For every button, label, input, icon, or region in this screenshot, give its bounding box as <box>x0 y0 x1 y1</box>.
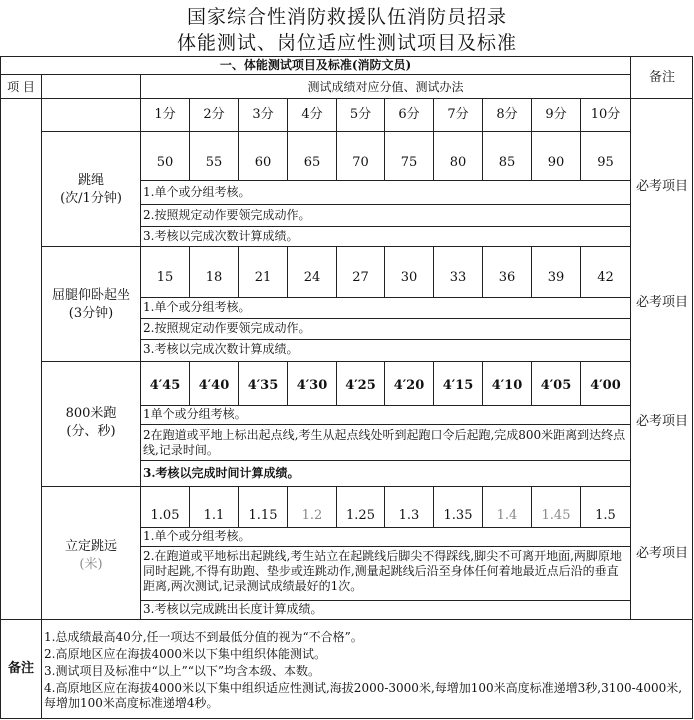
score-value: 4′40 <box>198 378 230 393</box>
score-value: 55 <box>205 155 223 170</box>
item-name: 跳绳 <box>77 173 104 188</box>
score-value: 1.4 <box>496 508 518 523</box>
score-value: 36 <box>498 270 516 285</box>
rule-text: 2.按照规定动作要领完成动作。 <box>143 208 311 222</box>
rule-text: 2.在跑道或平地标出起跳线,考生站立在起跳线后脚尖不得踩线,脚尖不可离开地面,两脚原地同时起跳,不得有助跑、垫步或连跳动作,测量起跳线后沿至身体任何着地最近点后沿的垂直距离,两次测试,记录测试成绩最好的1次。 <box>143 549 622 593</box>
rule-text: 3.考核以完成时间计算成绩。 <box>143 466 300 480</box>
score-value: 30 <box>400 270 418 285</box>
rule-text: 1.单个或分组考核。 <box>143 185 251 199</box>
remark-required: 必考项目 <box>635 546 688 561</box>
remark-required: 必考项目 <box>635 295 688 310</box>
score-value: 1.1 <box>203 508 225 523</box>
remark-required: 必考项目 <box>635 414 688 429</box>
score-label: 5分 <box>349 107 372 122</box>
item-name: 800米跑 <box>65 406 117 421</box>
score-label: 4分 <box>301 107 323 122</box>
score-label: 10分 <box>590 107 621 122</box>
score-label: 1分 <box>154 107 176 122</box>
score-value: 42 <box>597 270 614 285</box>
notes-label: 备注 <box>7 661 34 676</box>
note-item: 2.高原地区应在海拔4000米以下集中组织体能测试。 <box>44 647 326 661</box>
score-label: 7分 <box>447 107 469 122</box>
score-value: 95 <box>597 155 614 170</box>
score-value: 80 <box>449 155 467 170</box>
note-item: 3.测试项目及标准中“以上”“以下”均含本级、本数。 <box>44 664 320 678</box>
score-value: 65 <box>303 155 321 170</box>
score-label: 8分 <box>496 107 518 122</box>
item-unit: (次/1分钟) <box>60 191 122 206</box>
score-label: 2分 <box>203 107 225 122</box>
score-value: 1.3 <box>398 508 420 523</box>
score-value: 4′20 <box>393 378 425 393</box>
score-value: 4′45 <box>149 378 181 393</box>
item-unit: (分、秒) <box>66 424 116 439</box>
score-value: 18 <box>205 270 223 285</box>
score-label: 3分 <box>252 107 274 122</box>
score-value: 27 <box>352 270 369 285</box>
rule-text: 2在跑道或平地上标出起点线,考生从起点线处听到起跑口令后起跑,完成800米距离到达终点线,记录时间。 <box>143 428 626 457</box>
score-value: 1.5 <box>595 508 616 523</box>
title-line-2: 体能测试、岗位适应性测试项目及标准 <box>176 32 517 54</box>
score-value: 85 <box>498 155 516 170</box>
score-value: 4′30 <box>296 378 328 393</box>
rule-text: 3.考核以完成次数计算成绩。 <box>143 342 299 356</box>
score-value: 4′05 <box>540 378 572 393</box>
rule-text: 3.考核以完成次数计算成绩。 <box>143 229 299 243</box>
score-value: 1.25 <box>346 508 375 523</box>
header-scoring: 测试成绩对应分值、测试办法 <box>307 79 464 94</box>
rule-text: 1.单个或分组考核。 <box>143 300 251 314</box>
score-label: 9分 <box>545 107 567 122</box>
score-value: 1.2 <box>301 508 323 523</box>
score-label: 6分 <box>398 107 420 122</box>
score-value: 4′35 <box>247 378 279 393</box>
score-value: 70 <box>352 155 369 170</box>
note-item: 1.总成绩最高40分,任一项达不到最低分值的视为“不合格”。 <box>44 630 363 644</box>
rule-text: 2.按照规定动作要领完成动作。 <box>143 321 311 335</box>
score-value: 15 <box>156 270 174 285</box>
rule-text: 1单个或分组考核。 <box>143 407 247 421</box>
item-unit: (3分钟) <box>68 306 114 321</box>
score-value: 4′25 <box>345 378 376 393</box>
score-value: 1.35 <box>443 508 473 523</box>
rule-text: 1.单个或分组考核。 <box>143 529 251 543</box>
rule-text: 3.考核以完成跳出长度计算成绩。 <box>143 602 323 616</box>
score-value: 1.15 <box>248 508 278 523</box>
score-value: 33 <box>449 270 467 285</box>
title-line-1: 国家综合性消防救援队伍消防员招录 <box>186 6 507 28</box>
remark-required: 必考项目 <box>635 179 688 194</box>
score-value: 4′15 <box>442 378 474 393</box>
item-unit: (米) <box>79 557 103 572</box>
score-value: 4′00 <box>590 378 621 393</box>
score-value: 60 <box>254 155 272 170</box>
score-value: 1.45 <box>541 508 571 523</box>
header-remarks: 备注 <box>648 69 675 85</box>
note-item: 4.高原地区应在海拔4000米以下集中组织适应性测试,海拔2000-3000米,每增加100米高度标准递增3秒,3100-4000米,每增加100米高度标准递增4秒。 <box>44 681 683 710</box>
item-name: 屈腿仰卧起坐 <box>51 288 130 303</box>
section-heading: 一、体能测试项目及标准(消防文员) <box>219 58 412 72</box>
header-project: 项 目 <box>7 79 35 94</box>
score-value: 4′10 <box>491 378 523 393</box>
item-name: 立定跳远 <box>64 539 117 554</box>
score-value: 50 <box>156 155 174 170</box>
score-value: 90 <box>547 155 565 170</box>
score-value: 1.05 <box>150 508 180 523</box>
score-value: 75 <box>400 155 418 170</box>
score-value: 24 <box>303 270 321 285</box>
score-value: 39 <box>547 270 565 285</box>
score-value: 21 <box>254 270 272 285</box>
